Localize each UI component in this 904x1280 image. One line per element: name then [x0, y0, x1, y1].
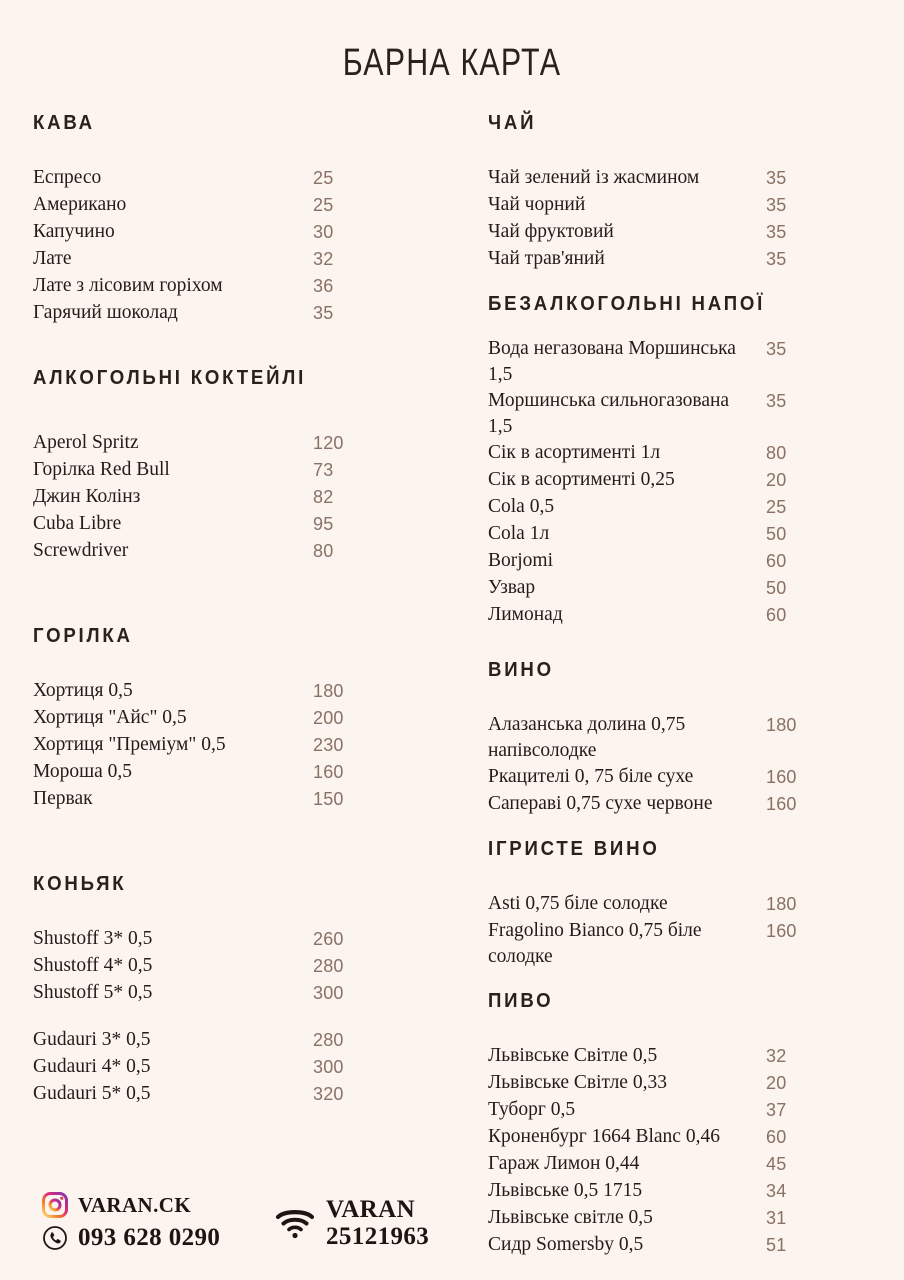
menu-section-vodka [33, 625, 452, 813]
menu-item-name: Алазанська долина 0,75 напівсолодке [488, 714, 686, 761]
menu-item-price: 30 [313, 222, 334, 242]
menu-item-name: Узвар [488, 577, 536, 598]
menu-section-soft-drinks [488, 293, 876, 629]
menu-item-name: Сидр Somersby 0,5 [488, 1234, 644, 1255]
menu-item-name: Чай чорний [488, 194, 586, 215]
menu-item-name: Хортиця 0,5 [33, 680, 133, 701]
menu-section-kava [33, 112, 452, 327]
menu-item [488, 165, 876, 192]
menu-section-tea [488, 112, 876, 273]
menu-item [488, 918, 876, 970]
instagram-contact[interactable] [42, 1192, 274, 1218]
menu-item-price: 95 [313, 514, 334, 534]
section-heading: АЛКОГОЛЬНІ КОКТЕЙЛІ [33, 367, 307, 389]
menu-item-price: 35 [766, 391, 787, 411]
menu-column-right [470, 112, 904, 1259]
menu-item [488, 494, 876, 521]
menu-item-price: 300 [313, 983, 344, 1003]
menu-item-name: Гарячий шоколад [33, 302, 178, 323]
section-heading: ІГРИСТЕ ВИНО [488, 838, 660, 860]
menu-item [488, 891, 876, 918]
menu-item-price: 35 [313, 303, 334, 323]
section-items [33, 165, 452, 327]
section-items [488, 336, 876, 629]
menu-item [33, 705, 452, 732]
menu-item [488, 1232, 876, 1259]
menu-item-name: Сік в асортименті 1л [488, 442, 661, 463]
menu-item-name: Хортиця "Преміум" 0,5 [33, 734, 226, 755]
menu-item-name: Хортиця "Айс" 0,5 [33, 707, 187, 728]
menu-item-price: 120 [313, 433, 344, 453]
phone-icon [42, 1225, 68, 1251]
menu-item [488, 521, 876, 548]
menu-item [488, 246, 876, 273]
section-items [488, 712, 876, 818]
menu-item-name: Мороша 0,5 [33, 761, 133, 782]
menu-item-name: Asti 0,75 біле солодке [488, 893, 668, 914]
menu-item [488, 1205, 876, 1232]
menu-item-price: 160 [766, 921, 797, 941]
menu-item-price: 300 [313, 1057, 344, 1077]
menu-item [33, 786, 452, 813]
menu-item-price: 280 [313, 956, 344, 976]
section-heading: ГОРІЛКА [33, 625, 133, 647]
menu-item [488, 336, 876, 388]
menu-item-price: 50 [766, 578, 787, 598]
menu-item-price: 45 [766, 1154, 787, 1174]
menu-item-price: 20 [766, 470, 787, 490]
menu-item [33, 678, 452, 705]
menu-item-price: 35 [766, 195, 787, 215]
menu-item [488, 1178, 876, 1205]
menu-item [488, 764, 876, 791]
menu-item-name: Туборг 0,5 [488, 1099, 576, 1120]
menu-item-name: Первак [33, 788, 93, 809]
menu-item [488, 1070, 876, 1097]
menu-item-price: 20 [766, 1073, 787, 1093]
menu-item-name: Капучино [33, 221, 115, 242]
menu-item-name: Fragolino Bianco 0,75 біле солодке [488, 920, 702, 967]
menu-item [33, 538, 452, 565]
menu-item-price: 37 [766, 1100, 787, 1120]
menu-item-name: Гараж Лимон 0,44 [488, 1153, 640, 1174]
menu-item-name: Aperol Spritz [33, 432, 139, 453]
menu-item-price: 36 [313, 276, 334, 296]
menu-item [488, 712, 876, 764]
menu-item-name: Сапераві 0,75 сухе червоне [488, 793, 713, 814]
instagram-icon [42, 1192, 68, 1218]
menu-item-name: Вода негазована Моршинська 1,5 [488, 338, 736, 385]
menu-item-price: 25 [313, 195, 334, 215]
section-items [488, 891, 876, 970]
menu-item [33, 1081, 452, 1108]
phone-number: 093 628 0290 [78, 1224, 221, 1251]
menu-section-beer [488, 990, 876, 1259]
menu-item-price: 25 [313, 168, 334, 188]
menu-section-sparkling-wine [488, 838, 876, 970]
menu-item-name: Gudauri 5* 0,5 [33, 1083, 151, 1104]
menu-item-price: 160 [766, 794, 797, 814]
menu-item [488, 575, 876, 602]
menu-item-price: 180 [313, 681, 344, 701]
menu-item [488, 1097, 876, 1124]
menu-item-name: Львівське 0,5 1715 [488, 1180, 643, 1201]
section-items [488, 165, 876, 273]
menu-item-price: 34 [766, 1181, 787, 1201]
phone-contact[interactable] [42, 1224, 274, 1252]
menu-item-price: 280 [313, 1030, 344, 1050]
menu-item [488, 1124, 876, 1151]
menu-item [33, 980, 452, 1007]
menu-item-price: 160 [313, 762, 344, 782]
menu-item [33, 953, 452, 980]
menu-item-price: 32 [766, 1046, 787, 1066]
menu-item-price: 180 [766, 715, 797, 735]
menu-item-name: Чай трав'яний [488, 248, 605, 269]
menu-item-name: Еспресо [33, 167, 102, 188]
section-items [33, 678, 452, 813]
menu-item-price: 180 [766, 894, 797, 914]
menu-item-price: 80 [766, 443, 787, 463]
menu-item-name: Чай зелений із жасмином [488, 167, 700, 188]
menu-item [33, 457, 452, 484]
menu-item-price: 32 [313, 249, 334, 269]
menu-item-name: Львівське Світле 0,5 [488, 1045, 658, 1066]
menu-item [33, 484, 452, 511]
menu-item-name: Shustoff 4* 0,5 [33, 955, 153, 976]
menu-item [33, 192, 452, 219]
menu-item-name: Моршинська сильногазована 1,5 [488, 390, 730, 437]
menu-item [488, 1043, 876, 1070]
menu-item [33, 246, 452, 273]
menu-item [33, 926, 452, 953]
menu-item-name: Cola 1л [488, 523, 550, 544]
menu-columns [0, 112, 904, 1259]
menu-item-price: 160 [766, 767, 797, 787]
menu-item-name: Shustoff 5* 0,5 [33, 982, 153, 1003]
menu-item-price: 320 [313, 1084, 344, 1104]
menu-item [33, 273, 452, 300]
instagram-handle: VARAN.CK [78, 1192, 192, 1217]
menu-item-price: 60 [766, 551, 787, 571]
menu-item [33, 511, 452, 538]
menu-item [33, 1027, 452, 1054]
menu-item-price: 60 [766, 605, 787, 625]
menu-item-price: 35 [766, 339, 787, 359]
menu-item-price: 230 [313, 735, 344, 755]
menu-item [33, 430, 452, 457]
menu-item-name: Лате [33, 248, 72, 269]
menu-item-price: 51 [766, 1235, 787, 1255]
menu-item [488, 791, 876, 818]
menu-item [33, 165, 452, 192]
menu-item-name: Горілка Red Bull [33, 459, 170, 480]
menu-item-name: Borjomi [488, 550, 554, 571]
section-items [33, 430, 452, 565]
menu-item [488, 602, 876, 629]
menu-item [488, 219, 876, 246]
menu-item-name: Чай фруктовий [488, 221, 614, 242]
section-heading: БЕЗАЛКОГОЛЬНІ НАПОЇ [488, 293, 766, 315]
menu-item-price: 50 [766, 524, 787, 544]
menu-item-name: Cuba Libre [33, 513, 122, 534]
page-title: БАРНА КАРТА [342, 42, 562, 84]
wifi-network-name: VARAN [326, 1196, 416, 1223]
menu-item [33, 300, 452, 327]
menu-item-price: 260 [313, 929, 344, 949]
menu-item-price: 150 [313, 789, 344, 809]
section-heading: КОНЬЯК [33, 873, 127, 895]
menu-item [488, 192, 876, 219]
menu-item-name: Лате з лісовим горіхом [33, 275, 223, 296]
menu-item-name: Кроненбург 1664 Blanc 0,46 [488, 1126, 720, 1147]
menu-item-price: 35 [766, 249, 787, 269]
menu-section-alcoholic-cocktails [33, 367, 452, 565]
wifi-icon [274, 1206, 316, 1240]
menu-item-name: Сік в асортименті 0,25 [488, 469, 675, 490]
menu-item [488, 388, 876, 440]
menu-item-price: 200 [313, 708, 344, 728]
menu-item-price: 35 [766, 168, 787, 188]
section-items [488, 1043, 876, 1259]
menu-item [488, 1151, 876, 1178]
menu-item [33, 219, 452, 246]
menu-item-price: 80 [313, 541, 334, 561]
menu-item-name: Лимонад [488, 604, 563, 625]
menu-section-wine [488, 659, 876, 818]
menu-column-left [0, 112, 470, 1108]
menu-item-name: Американо [33, 194, 127, 215]
wifi-contact [274, 1192, 429, 1250]
menu-item [33, 732, 452, 759]
menu-item [488, 548, 876, 575]
menu-item-name: Львівське світле 0,5 [488, 1207, 653, 1228]
menu-item [33, 759, 452, 786]
menu-item-name: Gudauri 3* 0,5 [33, 1029, 151, 1050]
menu-item [488, 467, 876, 494]
menu-item-name: Ркацителі 0, 75 біле сухе [488, 766, 694, 787]
menu-item-price: 35 [766, 222, 787, 242]
menu-item-name: Cola 0,5 [488, 496, 555, 517]
menu-item-price: 31 [766, 1208, 787, 1228]
menu-item-name: Shustoff 3* 0,5 [33, 928, 153, 949]
footer-contacts [42, 1192, 472, 1258]
menu-section-cognac [33, 873, 452, 1108]
menu-item-name: Screwdriver [33, 540, 129, 561]
section-heading: ВИНО [488, 659, 554, 681]
menu-item-price: 25 [766, 497, 787, 517]
menu-item-price: 82 [313, 487, 334, 507]
menu-item-price: 73 [313, 460, 334, 480]
wifi-password: 25121963 [326, 1223, 430, 1250]
section-items [33, 926, 452, 1108]
menu-item [488, 440, 876, 467]
menu-item-name: Джин Колінз [33, 486, 141, 507]
menu-item-name: Gudauri 4* 0,5 [33, 1056, 151, 1077]
menu-item [33, 1054, 452, 1081]
menu-item-price: 60 [766, 1127, 787, 1147]
menu-item-name: Львівське Світле 0,33 [488, 1072, 667, 1093]
section-heading: ПИВО [488, 990, 554, 1012]
section-heading: ЧАЙ [488, 112, 537, 134]
section-heading: КАВА [33, 112, 95, 134]
